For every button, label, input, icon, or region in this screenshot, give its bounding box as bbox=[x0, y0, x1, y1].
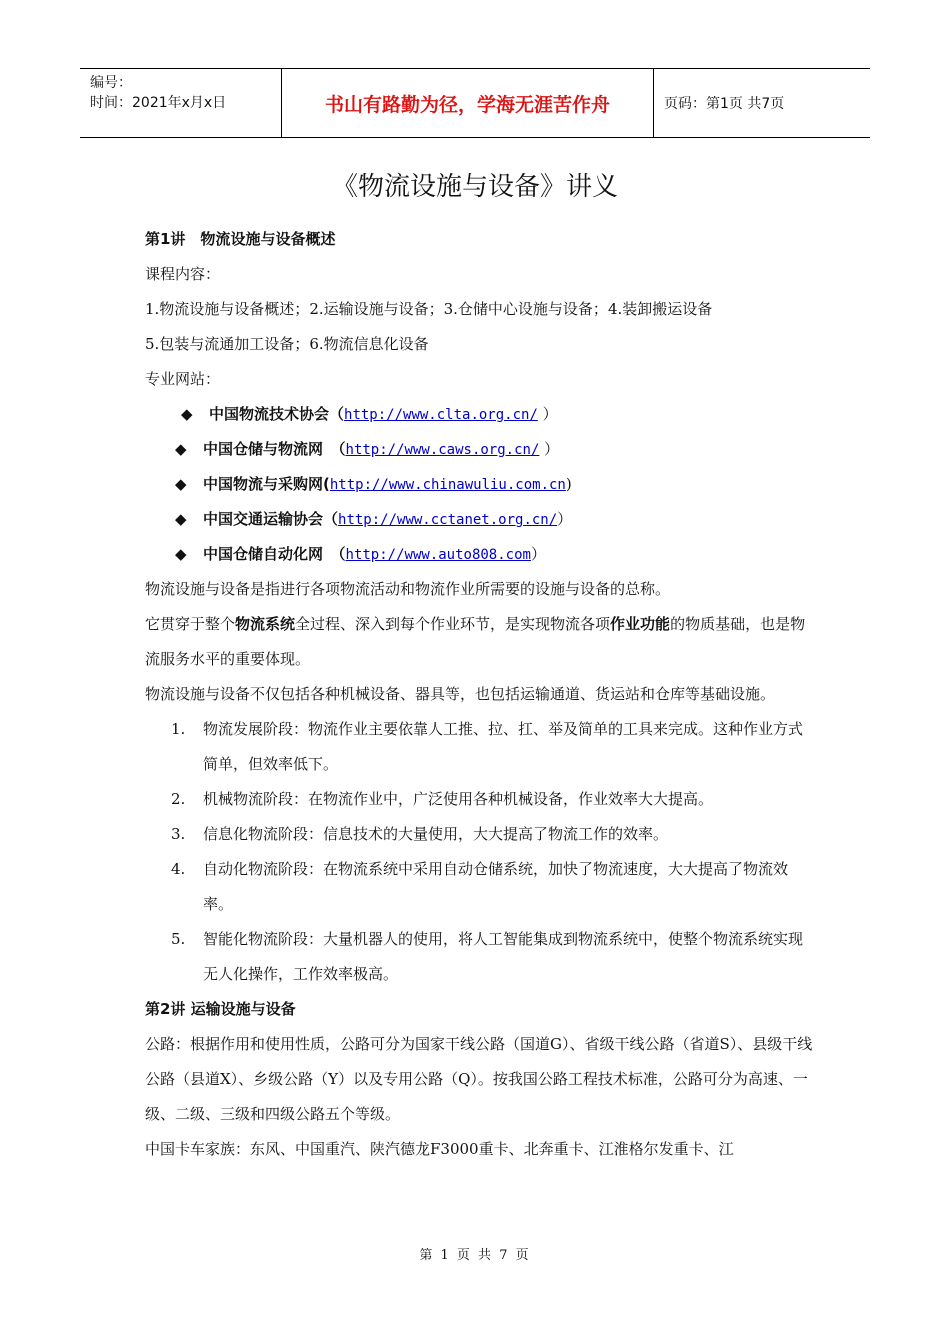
site-link[interactable]: http://www.chinawuliu.com.cn bbox=[329, 477, 566, 493]
site-tail: ） bbox=[530, 545, 546, 563]
stage-number: 4. bbox=[171, 860, 186, 878]
stage-number: 1. bbox=[171, 720, 186, 738]
site-item bbox=[145, 537, 815, 572]
truck-paragraph: 中国卡车家族：东风、中国重汽、陕汽德龙F3000重卡、北奔重卡、江淮格尔发重卡、江 bbox=[145, 1140, 734, 1158]
header-page-info: 页码：第1页 共7页 bbox=[664, 96, 785, 112]
stage-item bbox=[145, 817, 815, 852]
site-link[interactable]: http://www.caws.org.cn/ bbox=[345, 442, 540, 458]
site-link[interactable]: http://www.cctanet.org.cn/ bbox=[338, 512, 558, 528]
stage-text: 机械物流阶段：在物流作业中，广泛使用各种机械设备，作业效率大大提高。 bbox=[203, 790, 714, 808]
header-motto: 书山有路勤为径，学海无涯苦作舟 bbox=[282, 69, 654, 137]
stage-text: 自动化物流阶段：在物流系统中采用自动仓储系统，加快了物流速度，大大提高了物流效率。 bbox=[203, 860, 789, 913]
sites-label: 专业网站： bbox=[145, 370, 221, 388]
stage-number: 2. bbox=[171, 790, 186, 808]
diamond-bullet-icon: ◆ bbox=[175, 440, 187, 458]
stage-item bbox=[145, 852, 815, 922]
lecture2-heading: 第2讲 运输设施与设备 bbox=[145, 1000, 296, 1018]
number-label: 编号： bbox=[90, 75, 132, 91]
site-name: 中国仓储与物流网 （ bbox=[203, 440, 346, 458]
site-tail: ） bbox=[537, 405, 558, 423]
site-item bbox=[145, 432, 815, 467]
stage-text: 物流发展阶段：物流作业主要依靠人工推、拉、扛、举及简单的工具来完成。这种作业方式简单，但效率低下。 bbox=[203, 720, 804, 773]
diamond-bullet-icon: ◆ bbox=[175, 475, 187, 493]
site-item bbox=[145, 502, 815, 537]
site-item bbox=[145, 467, 815, 502]
site-link[interactable]: http://www.auto808.com bbox=[345, 547, 531, 563]
time-label: 时间：2021年x月x日 bbox=[90, 95, 227, 111]
diamond-bullet-icon: ◆ bbox=[181, 405, 193, 423]
stage-item bbox=[145, 782, 815, 817]
definition-paragraph: 物流设施与设备是指进行各项物流活动和物流作业所需要的设施与设备的总称。 bbox=[145, 580, 671, 598]
emphasis-text: 作业功能 bbox=[610, 615, 671, 633]
site-item bbox=[145, 397, 815, 432]
course-line-2: 5.包装与流通加工设备；6.物流信息化设备 bbox=[145, 335, 429, 353]
document-title: 《物流设施与设备》讲义 bbox=[331, 172, 618, 202]
stage-item bbox=[145, 922, 815, 992]
stage-item bbox=[145, 712, 815, 782]
site-tail: ） bbox=[539, 440, 560, 458]
text-run: 它贯穿于整个 bbox=[145, 615, 236, 633]
site-name: 中国物流与采购网( bbox=[203, 475, 330, 493]
site-name: 中国交通运输协会（ bbox=[203, 510, 339, 528]
document-body bbox=[145, 222, 815, 1167]
text-run: 全过程、深入到每个作业环节，是实现物流各项 bbox=[295, 615, 611, 633]
course-line-1: 1.物流设施与设备概述；2.运输设施与设备；3.仓储中心设施与设备；4.装卸搬运设备 bbox=[145, 300, 713, 318]
site-name: 中国物流技术协会（ bbox=[209, 405, 345, 423]
emphasis-text: 物流系统 bbox=[235, 615, 296, 633]
page-footer: 第 1 页 共 7 页 bbox=[419, 1248, 531, 1263]
site-name: 中国仓储自动化网 （ bbox=[203, 545, 346, 563]
road-paragraph: 公路：根据作用和使用性质，公路可分为国家干线公路（国道G）、省级干线公路（省道S）、县级干线公路（县道X）、乡级公路（Y）以及专用公路（Q）。按我国公路工程技术标准，公路可分为高速、一级、二级、三级和四级公路五个等级。 bbox=[145, 1035, 813, 1123]
stage-text: 信息化物流阶段：信息技术的大量使用，大大提高了物流工作的效率。 bbox=[203, 825, 669, 843]
stage-text: 智能化物流阶段：大量机器人的使用，将人工智能集成到物流系统中，使整个物流系统实现无人化操作，工作效率极高。 bbox=[203, 930, 804, 983]
diamond-bullet-icon: ◆ bbox=[175, 510, 187, 528]
course-label: 课程内容： bbox=[145, 265, 221, 283]
stage-number: 3. bbox=[171, 825, 186, 843]
scope-paragraph: 物流设施与设备不仅包括各种机械设备、器具等，也包括运输通道、货运站和仓库等基础设施。 bbox=[145, 685, 776, 703]
lecture1-heading: 第1讲 物流设施与设备概述 bbox=[145, 230, 336, 248]
stage-number: 5. bbox=[171, 930, 186, 948]
header-table bbox=[80, 68, 870, 138]
diamond-bullet-icon: ◆ bbox=[175, 545, 187, 563]
header-meta bbox=[80, 69, 282, 137]
site-link[interactable]: http://www.clta.org.cn/ bbox=[344, 407, 538, 423]
site-tail: ） bbox=[557, 510, 573, 528]
text-run: 的物质基础，也是物流服务水平的重要体现。 bbox=[145, 615, 806, 668]
system-paragraph bbox=[145, 607, 815, 677]
site-tail: ) bbox=[565, 475, 572, 493]
